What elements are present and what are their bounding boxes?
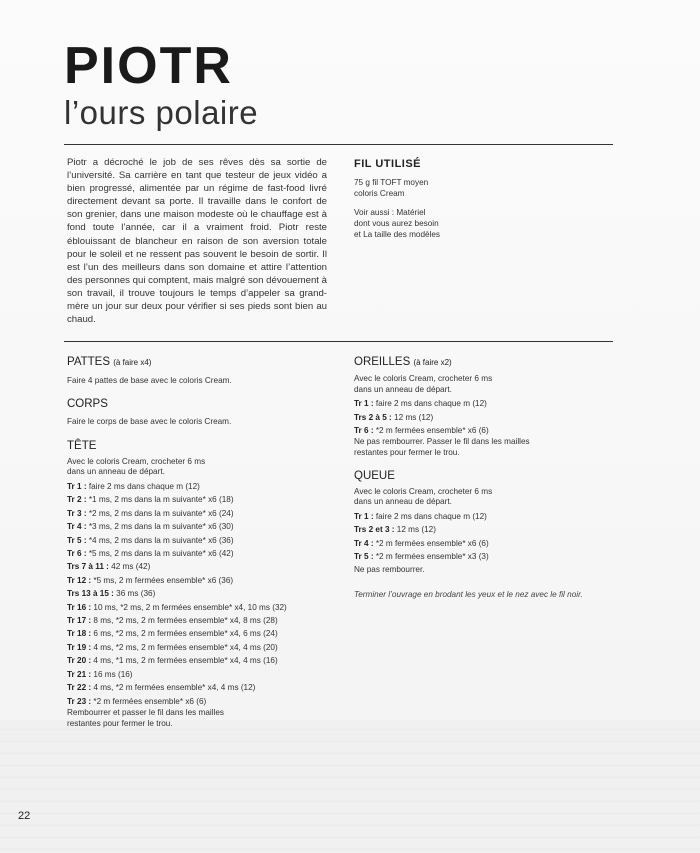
section-intro: Avec le coloris Cream, crocheter 6 ms dans un anneau de départ.: [354, 374, 493, 394]
section-end: Ne pas rembourrer.: [354, 565, 425, 575]
section-end: Ne pas rembourrer. Passer le fil dans les mailles restantes pour fermer le trou.: [354, 437, 530, 457]
instruction-row: Trs 2 et 3 : 12 ms (12): [354, 525, 436, 535]
instruction-row: Tr 1 : faire 2 ms dans chaque m (12): [354, 399, 487, 409]
section-text: Faire le corps de base avec le coloris Cream.: [67, 417, 232, 427]
instruction-row: Tr 4 : *2 m fermées ensemble* x6 (6): [354, 538, 489, 548]
instruction-row: Tr 16 : 10 ms, *2 ms, 2 m fermées ensemble* x4, 10 ms (32): [67, 602, 287, 612]
page-number: 22: [18, 810, 31, 822]
section-tete: [67, 439, 327, 729]
instruction-rows: [67, 480, 327, 708]
divider-middle: [64, 341, 613, 342]
instruction-row: Tr 19 : 4 ms, *2 ms, 2 m fermées ensemble* x4, 4 ms (20): [67, 642, 278, 652]
section-text: Faire 4 pattes de base avec le coloris Cream.: [67, 376, 232, 385]
right-column: [354, 355, 614, 600]
instruction-row: Tr 6 : *2 m fermées ensemble* x6 (6): [354, 426, 489, 435]
instruction-row: Tr 20 : 4 ms, *1 ms, 2 m fermées ensemble* x4, 4 ms (16): [67, 656, 278, 666]
section-intro: Avec le coloris Cream, crocheter 6 ms dans un anneau de départ.: [354, 486, 493, 507]
instruction-row: Tr 23 : *2 m fermées ensemble* x6 (6): [67, 696, 207, 706]
section-pattes: [67, 355, 327, 387]
instruction-row: Tr 2 : *1 ms, 2 ms dans la m suivante* x6 (18): [67, 495, 234, 505]
yarn-used-text: [354, 177, 594, 199]
instruction-row: Tr 1 : faire 2 ms dans chaque m (12): [67, 482, 200, 491]
see-also-line-2: dont vous aurez besoin: [354, 219, 439, 228]
section-oreilles: [354, 355, 614, 459]
instruction-row: Tr 21 : 16 ms (16): [67, 669, 133, 679]
divider-top: [64, 144, 613, 145]
yarn-used-box: [354, 158, 594, 248]
background-floor: [0, 720, 700, 853]
page-subtitle: l’ours polaire: [64, 94, 259, 131]
section-end: Rembourrer et passer le fil dans les mailles restantes pour fermer le trou.: [67, 707, 224, 728]
instruction-row: Tr 5 : *4 ms, 2 ms dans la m suivante* x6 (36): [67, 535, 234, 545]
instruction-row: Tr 18 : 6 ms, *2 ms, 2 m fermées ensemble* x4, 6 ms (24): [67, 629, 278, 639]
see-also-line-3: et La taille des modèles: [354, 230, 441, 239]
yarn-used-heading: FIL UTILISÉ: [354, 158, 422, 170]
section-queue: [354, 469, 614, 577]
see-also-text: [354, 207, 594, 240]
page-title: PIOTR: [64, 37, 233, 95]
instruction-row: Tr 22 : 4 ms, *2 m fermées ensemble* x4, 4 ms (12): [67, 683, 256, 693]
section-title: OREILLES (à faire x2): [354, 356, 452, 368]
section-title: QUEUE: [354, 469, 395, 482]
instruction-row: Tr 5 : *2 m fermées ensemble* x3 (3): [354, 552, 489, 561]
instruction-row: Tr 1 : faire 2 ms dans chaque m (12): [354, 511, 487, 521]
instruction-row: Tr 12 : *5 ms, 2 m fermées ensemble* x6 (36): [67, 575, 234, 585]
instruction-row: Trs 13 à 15 : 36 ms (36): [67, 589, 156, 599]
instruction-row: Tr 3 : *2 ms, 2 ms dans la m suivante* x6 (24): [67, 508, 234, 518]
instruction-row: Tr 17 : 8 ms, *2 ms, 2 m fermées ensemble* x4, 8 ms (28): [67, 616, 278, 626]
instruction-row: Tr 6 : *5 ms, 2 ms dans la m suivante* x6 (42): [67, 549, 234, 559]
section-title: CORPS: [67, 398, 108, 411]
section-intro: Avec le coloris Cream, crocheter 6 ms dans un anneau de départ.: [67, 456, 206, 477]
section-corps: [67, 397, 327, 428]
section-title: TÊTE: [67, 439, 97, 452]
instruction-row: Tr 4 : *3 ms, 2 ms dans la m suivante* x6 (30): [67, 522, 234, 532]
finishing-note: Terminer l’ouvrage en brodant les yeux et le nez avec le fil noir.: [354, 589, 583, 599]
see-also-line-1: Voir aussi : Matériel: [354, 208, 426, 217]
instruction-row: Trs 2 à 5 : 12 ms (12): [354, 412, 434, 422]
yarn-line-1: 75 g fil TOFT moyen: [354, 178, 429, 187]
intro-paragraph: Piotr a décroché le job de ses rêves dès sa sortie de l’université. Sa carrière en tant que testeur de jeux vidéo a bien progressé, alimentée par un régime de fast-food livré directement devant sa porte. Il travaille dans le confort de son grenier, dans une maison modeste où le chauffage est à fond toute l’année, car il a vraiment froid. Piotr reste éblouissant de blancheur en raison de son aversion totale pour le soleil et ne ressent pas souvent le besoin de sortir. Il est l’un des meilleurs dans son domaine et attire l’attention des personnes qui comptent, mais malgré son dévouement à son travail, il trouve toujours le temps d’appeler sa grand-mère un jour sur deux pour vérifier si ses pieds sont bien au chaud.: [67, 157, 327, 326]
yarn-line-2: coloris Cream: [354, 189, 405, 198]
instruction-row: Trs 7 à 11 : 42 ms (42): [67, 562, 151, 572]
left-column: [67, 355, 327, 739]
section-title: PATTES (à faire x4): [67, 356, 152, 368]
